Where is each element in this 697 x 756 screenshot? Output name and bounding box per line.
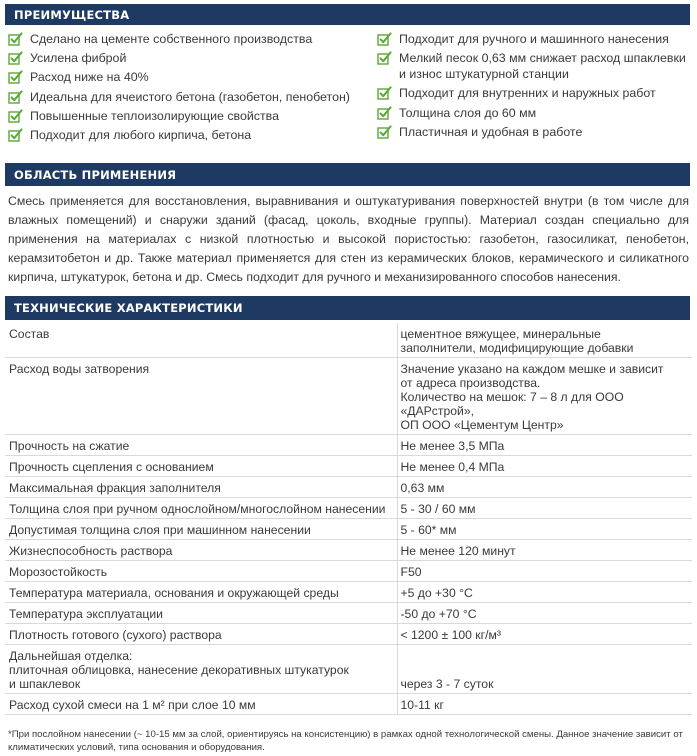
spec-row [5,582,692,603]
checkbox-icon [377,51,392,65]
advantage-text: Подходит для внутренних и наружных работ [399,86,656,101]
spec-value: 0,63 мм [400,481,445,495]
spec-value: Значение указано на каждом мешке и зависит от адреса производства. Количество на мешок: 7 – 8 л для ООО «ДАРстрой», ОП ООО «Цементум Центр» [400,362,664,432]
advantage-item [8,50,363,66]
spec-name: Температура эксплуатации [9,607,163,621]
spec-value: -50 до +70 °С [400,607,477,621]
spec-row [5,624,692,645]
checkbox-icon [8,32,23,46]
spec-row [5,435,692,456]
spec-value: цементное вяжущее, минеральные заполнители, модифицирующие добавки [400,327,634,355]
specs-table [5,323,692,715]
spec-row [5,498,692,519]
checkbox-icon [8,109,23,123]
checkbox-icon [8,128,23,142]
spec-name: Расход сухой смеси на 1 м² при слое 10 мм [9,698,256,712]
checkbox-icon [377,125,392,139]
advantages-title: ПРЕИМУЩЕСТВА [14,7,130,22]
advantage-item [8,31,363,47]
spec-value: < 1200 ± 100 кг/м³ [400,628,501,642]
application-text: Смесь применяется для восстановления, выравнивания и оштукатуривания поверхностей внутри (в том числе для влажных помещений) и снаружи зданий (фасад, цоколь, входные группы). Материал создан специально для применения на материалах с низкой плотностью и высокой пористостью: газобетон, газосиликат, пенобетон, керамзитобетон и др. Также материал применяется для стен из керамических блоков, керамического и силикатного кирпича, штукатурок, бетона и др. Смесь подходит для ручного и механизированного способов нанесения. [8,194,689,284]
advantage-item [8,89,363,105]
checkbox-icon [377,86,392,100]
spec-row [5,645,692,694]
advantage-item [377,124,689,140]
spec-value: F50 [400,565,422,579]
spec-name: Состав [9,327,50,341]
spec-row [5,477,692,498]
spec-name: Расход воды затворения [9,362,150,376]
spec-name: Максимальная фракция заполнителя [9,481,221,495]
application-title: ОБЛАСТЬ ПРИМЕНЕНИЯ [14,167,177,182]
spec-name: Прочность на сжатие [9,439,130,453]
advantage-text: Сделано на цементе собственного производства [30,32,313,46]
spec-value: 5 - 30 / 60 мм [400,502,476,516]
spec-value: через 3 - 7 суток [400,677,494,691]
advantage-text: Идеальна для ячеистого бетона (газобетон, пенобетон) [30,89,350,104]
spec-name: Морозостойкость [9,565,108,579]
advantage-text: Толщина слоя до 60 мм [399,105,537,120]
spec-row [5,323,692,358]
specs-title: ТЕХНИЧЕСКИЕ ХАРАКТЕРИСТИКИ [14,301,243,315]
advantage-text: Пластичная и удобная в работе [399,124,583,139]
advantage-text: Подходит для любого кирпича, бетона [30,127,252,142]
spec-name: Температура материала, основания и окружающей среды [9,586,339,600]
spec-name: Прочность сцепления с основанием [9,460,214,474]
advantage-item [8,69,363,85]
specs-header [5,296,690,320]
advantage-item [8,127,363,143]
checkbox-icon [8,90,23,104]
spec-value: 5 - 60* мм [400,523,457,537]
advantage-item [377,50,689,82]
spec-row [5,456,692,477]
checkbox-icon [8,70,23,84]
footnote: *При послойном нанесении (~ 10-15 мм за слой, ориентируясь на консистенцию) в рамках одной технологической смены. Данное значение зависит от климатических условий, типа основания и оборудования. [8,729,683,753]
spec-row [5,561,692,582]
advantage-item [377,85,689,101]
spec-value: Не менее 120 минут [400,544,516,558]
advantage-text: Расход ниже на 40% [30,70,149,85]
spec-name: Толщина слоя при ручном однослойном/многослойном нанесении [9,502,386,516]
advantage-item [377,31,689,47]
spec-row [5,694,692,715]
spec-name: Допустимая толщина слоя при машинном нанесении [9,523,311,537]
checkbox-icon [8,51,23,65]
advantage-text: Мелкий песок 0,63 мм снижает расход шпаклевки и износ штукатурной станции [399,51,686,82]
application-header [5,163,690,186]
advantage-item [377,105,689,121]
spec-row [5,519,692,540]
advantage-item [8,108,363,124]
advantage-text: Повышенные теплоизолирующие свойства [30,108,280,123]
spec-value: Не менее 0,4 МПа [400,460,505,474]
spec-row [5,358,692,435]
spec-value: 10-11 кг [400,698,444,712]
checkbox-icon [377,106,392,120]
spec-value: Не менее 3,5 МПа [400,439,505,453]
advantages-header [5,4,690,25]
spec-name: Дальнейшая отделка: плиточная облицовка, нанесение декоративных штукатурок и шпаклевок [9,649,349,691]
spec-value: +5 до +30 °С [400,586,473,600]
advantage-text: Подходит для ручного и машинного нанесения [399,32,669,46]
advantages-right-list [377,31,689,143]
advantage-text: Усилена фиброй [30,51,127,66]
spec-row [5,603,692,624]
advantages-left-list [8,31,363,146]
checkbox-icon [377,32,392,46]
spec-name: Жизнеспособность раствора [9,544,173,558]
spec-row [5,540,692,561]
spec-name: Плотность готового (сухого) раствора [9,628,222,642]
